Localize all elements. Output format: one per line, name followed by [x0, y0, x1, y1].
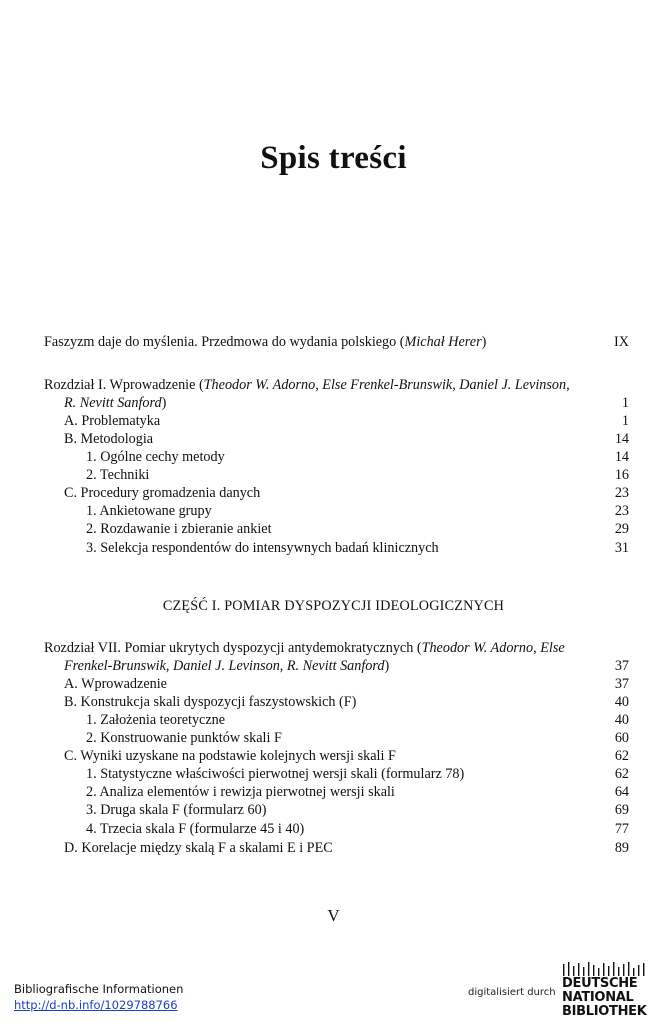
- toc-chapter-heading[interactable]: [0, 376, 667, 394]
- toc-entry[interactable]: [0, 430, 667, 448]
- toc-entry-title: Faszyzm daje do myślenia. Przedmowa do wydania polskiego (Michał Herer): [44, 334, 487, 350]
- toc-entry-title: B. Konstrukcja skali dyspozycji faszystowskich (F): [64, 694, 357, 710]
- toc-chapter-heading-cont[interactable]: [0, 657, 667, 675]
- dnb-logo-word: NATIONAL: [562, 990, 634, 1005]
- toc-page-number: IX: [614, 334, 629, 350]
- toc-page-number: 77: [614, 821, 629, 837]
- toc-page-number: 62: [614, 748, 629, 764]
- dnb-logo-bars-icon: [562, 962, 650, 976]
- toc-entry-title: 2. Rozdawanie i zbieranie ankiet: [86, 521, 272, 537]
- toc-page-number: 40: [614, 712, 629, 728]
- toc-page-number: 1: [621, 395, 629, 411]
- toc-entry-title: 1. Ogólne cechy metody: [86, 449, 225, 465]
- toc-entry-title: A. Problematyka: [64, 413, 161, 429]
- toc-page-number: 16: [614, 467, 629, 483]
- toc-entry-title: A. Wprowadzenie: [64, 676, 167, 692]
- page-title: Spis treści: [260, 140, 407, 176]
- toc-page-number: 37: [614, 676, 629, 692]
- digitized-by-label: digitalisiert durch: [468, 987, 556, 998]
- toc-entry-title: 2. Konstruowanie punktów skali F: [86, 730, 282, 746]
- toc-entry-title: 3. Druga skala F (formularz 60): [86, 802, 267, 818]
- toc-entry-title: R. Nevitt Sanford): [64, 395, 167, 411]
- toc-entry[interactable]: [0, 448, 667, 466]
- toc-page-number: 1: [621, 413, 629, 429]
- toc-page-number: 23: [614, 485, 629, 501]
- toc-entry-title: Rozdział VII. Pomiar ukrytych dyspozycji antydemokratycznych (Theodor W. Adorno, Else: [44, 640, 565, 656]
- toc-page-number: 37: [614, 658, 629, 674]
- toc-entry[interactable]: [0, 693, 667, 711]
- toc-page-number: 14: [614, 449, 629, 465]
- toc-entry-title: Frenkel-Brunswik, Daniel J. Levinson, R. Nevitt Sanford): [64, 658, 390, 674]
- toc-entry-title: 2. Analiza elementów i rewizja pierwotnej wersji skali: [86, 784, 395, 800]
- toc-entry[interactable]: [0, 502, 667, 520]
- toc-entry-title: 2. Techniki: [86, 467, 150, 483]
- toc-page-number: 14: [614, 431, 629, 447]
- toc-page-number: 23: [614, 503, 629, 519]
- toc-page-number: 69: [614, 802, 629, 818]
- bibliographic-info-link[interactable]: http://d-nb.info/1029788766: [14, 998, 178, 1012]
- toc-entry[interactable]: [0, 765, 667, 783]
- bibliographic-info-label: Bibliografische Informationen: [14, 982, 184, 996]
- dnb-logo-word: BIBLIOTHEK: [562, 1004, 647, 1019]
- dnb-logo: [560, 962, 660, 1022]
- toc-entry-preface[interactable]: [0, 333, 667, 351]
- toc-entry[interactable]: [0, 820, 667, 838]
- toc-entry-title: 1. Założenia teoretyczne: [86, 712, 226, 728]
- toc-page-number: 29: [614, 521, 629, 537]
- toc-entry-title: B. Metodologia: [64, 431, 154, 447]
- toc-entry[interactable]: [0, 747, 667, 765]
- toc-entry[interactable]: [0, 539, 667, 557]
- toc-entry[interactable]: [0, 801, 667, 819]
- page-number: V: [327, 906, 340, 925]
- toc-entry[interactable]: [0, 520, 667, 538]
- toc-entry-title: 3. Selekcja respondentów do intensywnych badań klinicznych: [86, 540, 439, 556]
- bibliographic-info: [14, 981, 183, 1013]
- toc-entry[interactable]: [0, 675, 667, 693]
- toc-page-number: 64: [614, 784, 629, 800]
- toc-entry-title: 4. Trzecia skala F (formularze 45 i 40): [86, 821, 305, 837]
- toc-page-number: 31: [614, 540, 629, 556]
- toc-entry-title: 1. Ankietowane grupy: [86, 503, 212, 519]
- toc-entry-title: 1. Statystyczne właściwości pierwotnej wersji skali (formularz 78): [86, 766, 465, 782]
- dnb-logo-word: DEUTSCHE: [562, 976, 638, 991]
- toc-entry[interactable]: [0, 466, 667, 484]
- toc-entry-title: C. Procedury gromadzenia danych: [64, 485, 261, 501]
- toc-entry[interactable]: [0, 412, 667, 430]
- toc-page-number: 89: [614, 840, 629, 856]
- toc-page-number: 62: [614, 766, 629, 782]
- part-heading: CZĘŚĆ I. POMIAR DYSPOZYCJI IDEOLOGICZNYCH: [162, 598, 505, 614]
- toc-entry[interactable]: [0, 711, 667, 729]
- toc-entry-title: D. Korelacje między skalą F a skalami E i PEC: [64, 840, 333, 856]
- toc-chapter-heading-cont[interactable]: [0, 394, 667, 412]
- toc-entry[interactable]: [0, 839, 667, 857]
- toc-entry[interactable]: [0, 783, 667, 801]
- toc-page-number: 40: [614, 694, 629, 710]
- toc-entry-title: C. Wyniki uzyskane na podstawie kolejnych wersji skali F: [64, 748, 396, 764]
- toc-chapter-heading[interactable]: [0, 639, 667, 657]
- toc-entry[interactable]: [0, 729, 667, 747]
- toc-page-number: 60: [614, 730, 629, 746]
- toc-entry-title: Rozdział I. Wprowadzenie (Theodor W. Adorno, Else Frenkel-Brunswik, Daniel J. Levinson,: [44, 377, 570, 393]
- toc-entry[interactable]: [0, 484, 667, 502]
